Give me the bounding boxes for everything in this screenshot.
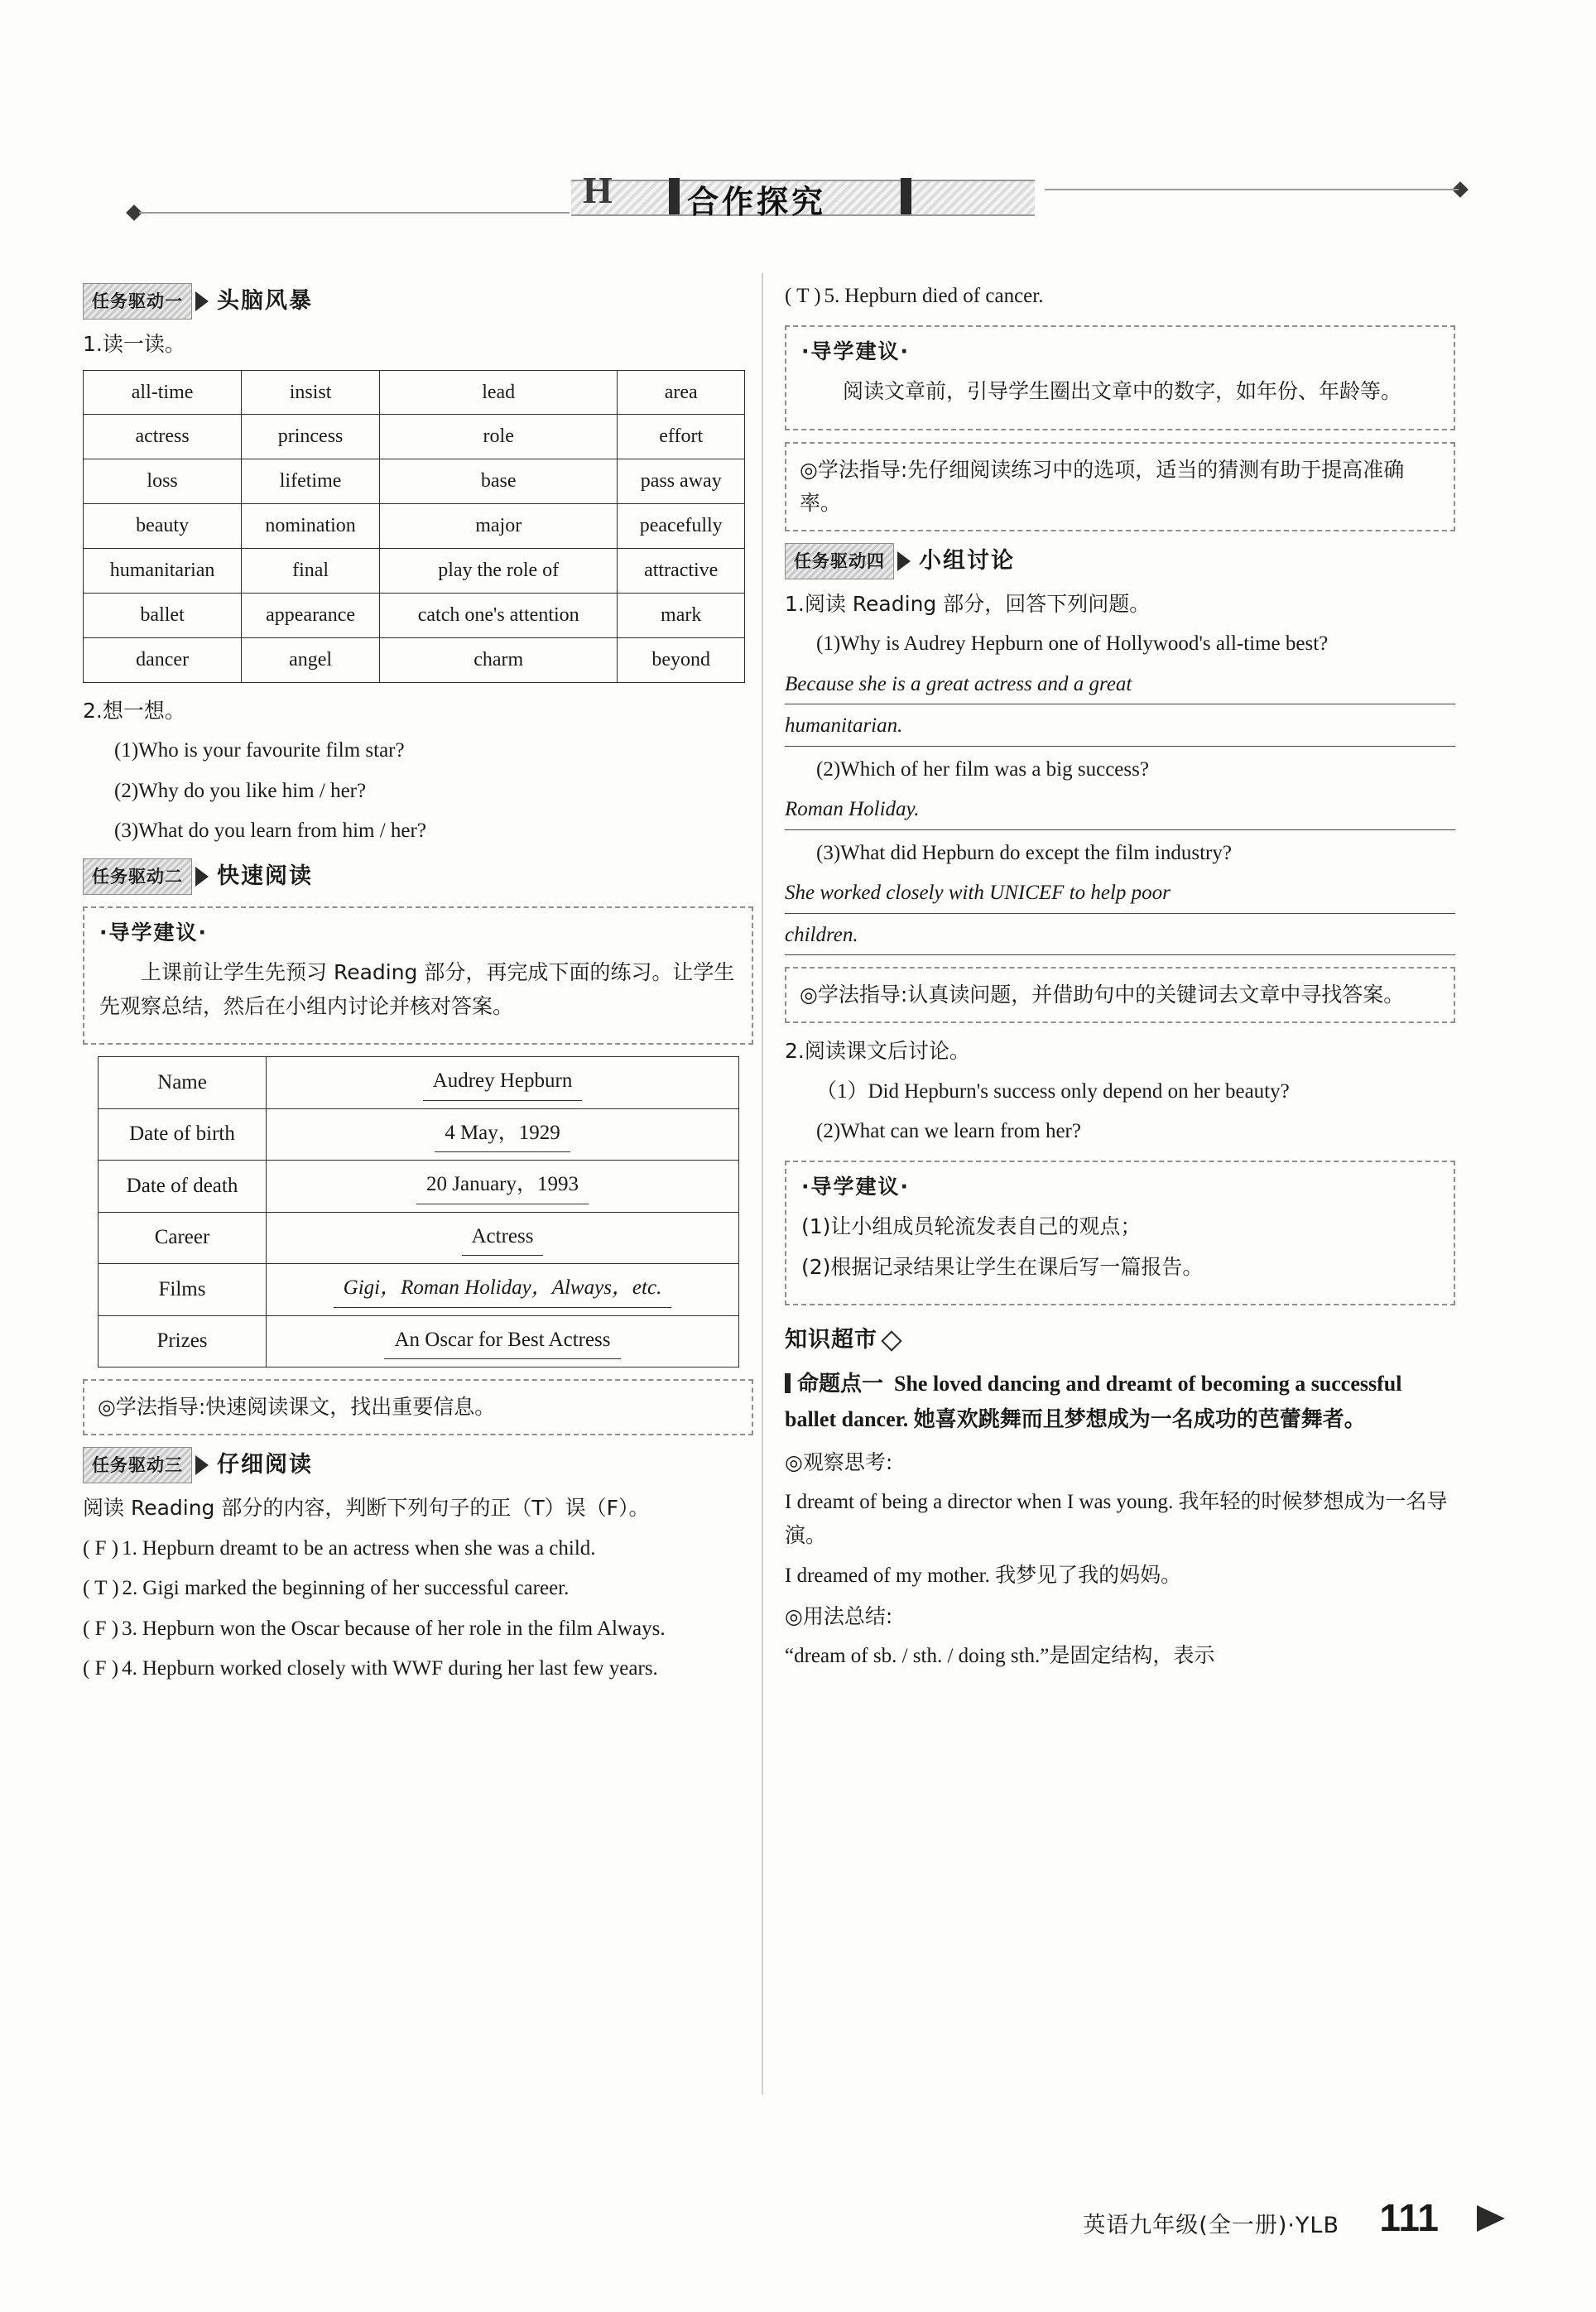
qa-question-1: (1)Why is Audrey Hepburn one of Hollywood's all-time best? xyxy=(816,632,1329,656)
task-badge-2: 任务驱动二 xyxy=(83,858,192,895)
knowledge-section-title xyxy=(785,1322,1455,1358)
tf-mark: ( T ) xyxy=(785,285,821,307)
word-cell: role xyxy=(379,415,617,459)
table-row xyxy=(99,1264,739,1316)
table-row xyxy=(84,370,745,415)
qa-question-3: (3)What did Hepburn do except the film industry? xyxy=(816,841,1232,864)
tf-item-1 xyxy=(83,1532,753,1566)
row-value xyxy=(267,1057,739,1109)
row-label: Date of birth xyxy=(99,1108,267,1161)
row-label: Films xyxy=(99,1264,267,1316)
row-value xyxy=(267,1108,739,1161)
word-cell: catch one's attention xyxy=(379,593,617,637)
question-group-2-label: 2.阅读课文后讨论。 xyxy=(785,1039,970,1064)
vocabulary-table xyxy=(83,370,745,683)
answer-underline: 20 January，1993 xyxy=(416,1168,589,1204)
tf-number: 4. xyxy=(122,1657,137,1680)
point-text: She loved dancing and dreamt of becoming a successful ballet dancer. 她喜欢跳舞而且梦想成为一名成功的芭蕾舞者。 xyxy=(785,1371,1402,1431)
word-cell: princess xyxy=(242,415,380,459)
banner-title: 合作探究 xyxy=(687,184,827,220)
decor-rule-right xyxy=(1045,189,1459,190)
word-cell: effort xyxy=(618,415,745,459)
row-label: Career xyxy=(99,1212,267,1264)
task-title-3: 仔细阅读 xyxy=(217,1452,313,1478)
tf-number: 2. xyxy=(122,1577,138,1600)
answer-underline: Actress xyxy=(462,1220,544,1257)
item-2-label: 2.想一想。 xyxy=(83,698,185,723)
section-banner xyxy=(571,161,1043,228)
page-number: 111 xyxy=(1379,2196,1439,2239)
guide-item-1: (1)让小组成员轮流发表自己的观点； xyxy=(801,1214,1142,1239)
qa-answer-3-line-2: children. xyxy=(785,919,1455,956)
word-cell: base xyxy=(379,459,617,504)
table-row xyxy=(99,1212,739,1264)
tf-mark: ( F ) xyxy=(83,1657,119,1680)
qa-answer-2-line-1: Roman Holiday. xyxy=(785,793,1455,830)
word-cell: angel xyxy=(242,637,380,682)
guide-item-2: (2)根据记录结果让学生在课后写一篇报告。 xyxy=(801,1254,1204,1279)
row-label: Date of death xyxy=(99,1161,267,1213)
profile-table xyxy=(98,1056,739,1367)
point-bar-icon xyxy=(785,1373,791,1393)
word-cell: major xyxy=(379,504,617,549)
word-cell: peacefully xyxy=(618,504,745,549)
word-cell: appearance xyxy=(242,593,380,637)
word-cell: final xyxy=(242,549,380,594)
method-guide-1: ◎学法指导:快速阅读课文，找出重要信息。 xyxy=(83,1379,753,1435)
guide-box-left xyxy=(83,906,753,1045)
word-cell: play the role of xyxy=(379,549,617,594)
task-driver-3 xyxy=(83,1447,753,1483)
example-1: I dreamt of being a director when I was young. 我年轻的时候梦想成为一名导演。 xyxy=(785,1491,1448,1547)
word-cell: all-time xyxy=(84,370,242,415)
usage-text: “dream of sb. / sth. / doing sth.”是固定结构，表示 xyxy=(785,1645,1215,1668)
tf-item-4 xyxy=(83,1652,753,1686)
row-label: Name xyxy=(99,1057,267,1109)
footer-book-title: 英语九年级(全一册)·YLB xyxy=(1083,2213,1339,2238)
qa-question-2: (2)Which of her film was a big success? xyxy=(816,757,1149,781)
answer-underline: Audrey Hepburn xyxy=(423,1065,583,1101)
decor-rule-left xyxy=(139,212,570,214)
think-question-3: (3)What do you learn from him / her? xyxy=(114,820,426,843)
answer-underline: Gigi，Roman Holiday，Always，etc. xyxy=(334,1271,672,1308)
guide-text: 上课前让学生先预习 Reading 部分，再完成下面的练习。让学生先观察总结，然后在小组内讨论并核对答案。 xyxy=(99,960,735,1018)
tf-item-5 xyxy=(785,280,1455,314)
task-badge-1: 任务驱动一 xyxy=(83,283,192,320)
word-cell: loss xyxy=(84,459,242,504)
guide-heading: ·导学建议· xyxy=(801,339,910,363)
tf-item-2 xyxy=(83,1572,753,1606)
guide-box-right-2 xyxy=(785,1161,1455,1306)
method-guide-2: ◎学法指导:先仔细阅读练习中的选项，适当的猜测有助于提高准确率。 xyxy=(785,442,1455,531)
word-cell: beyond xyxy=(618,637,745,682)
think-question-2: (2)Why do you like him / her? xyxy=(114,779,367,802)
point-label: 命题点一 xyxy=(797,1371,884,1396)
word-cell: pass away xyxy=(618,459,745,504)
word-cell: charm xyxy=(379,637,617,682)
answer-underline: An Oscar for Best Actress xyxy=(384,1324,620,1360)
discuss-question-1: （1）Did Hepburn's success only depend on her beauty? xyxy=(816,1079,1290,1103)
tf-text: Gigi marked the beginning of her successful career. xyxy=(142,1577,570,1600)
task-badge-4: 任务驱动四 xyxy=(785,543,894,579)
qa-answer-3-line-1: She worked closely with UNICEF to help poor xyxy=(785,877,1455,914)
task-driver-1 xyxy=(83,283,753,320)
word-cell: dancer xyxy=(84,637,242,682)
table-row xyxy=(84,549,745,594)
tf-number: 5. xyxy=(824,285,840,307)
banner-letter: H xyxy=(583,169,613,211)
qa-answer-1-line-2: humanitarian. xyxy=(785,709,1455,747)
row-label: Prizes xyxy=(99,1315,267,1367)
tf-mark: ( F ) xyxy=(83,1536,119,1560)
page-footer xyxy=(0,2192,1596,2266)
tf-text: Hepburn worked closely with WWF during her last few years. xyxy=(142,1657,658,1680)
word-cell: lifetime xyxy=(242,459,380,504)
task-arrow-icon xyxy=(195,867,209,887)
footer-triangle-icon xyxy=(1477,2205,1505,2232)
tf-mark: ( F ) xyxy=(83,1617,119,1640)
diamond-icon xyxy=(881,1330,901,1351)
row-value xyxy=(267,1212,739,1264)
right-column xyxy=(785,273,1455,1680)
table-row xyxy=(99,1315,739,1367)
table-row xyxy=(84,504,745,549)
guide-heading: ·导学建议· xyxy=(801,1174,910,1199)
table-row xyxy=(99,1108,739,1161)
guide-heading: ·导学建议· xyxy=(99,920,208,945)
left-column xyxy=(83,273,753,1693)
word-cell: humanitarian xyxy=(84,549,242,594)
word-cell: attractive xyxy=(618,549,745,594)
guide-box-right xyxy=(785,325,1455,430)
word-cell: ballet xyxy=(84,593,242,637)
row-value xyxy=(267,1161,739,1213)
knowledge-point-1 xyxy=(785,1367,1455,1438)
word-cell: beauty xyxy=(84,504,242,549)
table-row xyxy=(84,637,745,682)
task-arrow-icon xyxy=(195,291,209,311)
tf-instruction: 阅读 Reading 部分的内容，判断下列句子的正（T）误（F）。 xyxy=(83,1496,650,1521)
table-row xyxy=(84,593,745,637)
task-title-1: 头脑风暴 xyxy=(217,288,313,315)
tf-mark: ( T ) xyxy=(83,1577,119,1600)
tf-item-3 xyxy=(83,1613,753,1646)
table-row xyxy=(99,1057,739,1109)
row-value xyxy=(267,1315,739,1367)
word-cell: lead xyxy=(379,370,617,415)
word-cell: nomination xyxy=(242,504,380,549)
example-2: I dreamed of my mother. 我梦见了我的妈妈。 xyxy=(785,1565,1182,1588)
guide-text: 阅读文章前，引导学生圈出文章中的数字，如年份、年龄等。 xyxy=(843,379,1402,403)
banner-tick-left xyxy=(669,178,680,214)
qa-answer-1-line-1: Because she is a great actress and a great xyxy=(785,668,1455,705)
item-1-label: 1.读一读。 xyxy=(83,332,185,357)
observe-label: ◎观察思考: xyxy=(785,1449,893,1474)
tf-text: Hepburn won the Oscar because of her role in the film Always. xyxy=(142,1617,666,1640)
task-driver-2 xyxy=(83,858,753,895)
task-arrow-icon xyxy=(897,551,911,571)
task-arrow-icon xyxy=(195,1455,209,1475)
word-cell: insist xyxy=(242,370,380,415)
tf-number: 3. xyxy=(122,1617,137,1640)
task-title-2: 快速阅读 xyxy=(217,863,313,889)
table-row xyxy=(84,459,745,504)
word-cell: mark xyxy=(618,593,745,637)
tf-number: 1. xyxy=(122,1536,137,1560)
column-divider xyxy=(762,273,763,2094)
word-cell: actress xyxy=(84,415,242,459)
question-group-1-label: 1.阅读 Reading 部分，回答下列问题。 xyxy=(785,591,1151,616)
table-row xyxy=(84,415,745,459)
knowledge-title-text: 知识超市 xyxy=(785,1327,877,1353)
word-cell: area xyxy=(618,370,745,415)
think-question-1: (1)Who is your favourite film star? xyxy=(114,739,405,762)
discuss-question-2: (2)What can we learn from her? xyxy=(816,1120,1081,1143)
task-title-4: 小组讨论 xyxy=(919,547,1015,574)
row-value xyxy=(267,1264,739,1316)
table-row xyxy=(99,1161,739,1213)
banner-tick-right xyxy=(901,178,911,214)
task-driver-4 xyxy=(785,543,1455,579)
tf-text: Hepburn dreamt to be an actress when she was a child. xyxy=(142,1536,596,1560)
task-badge-3: 任务驱动三 xyxy=(83,1447,192,1483)
method-guide-3: ◎学法指导:认真读问题，并借助句中的关键词去文章中寻找答案。 xyxy=(785,967,1455,1023)
usage-label: ◎用法总结: xyxy=(785,1603,893,1628)
tf-text: Hepburn died of cancer. xyxy=(844,285,1044,307)
answer-underline: 4 May，1929 xyxy=(435,1117,570,1153)
